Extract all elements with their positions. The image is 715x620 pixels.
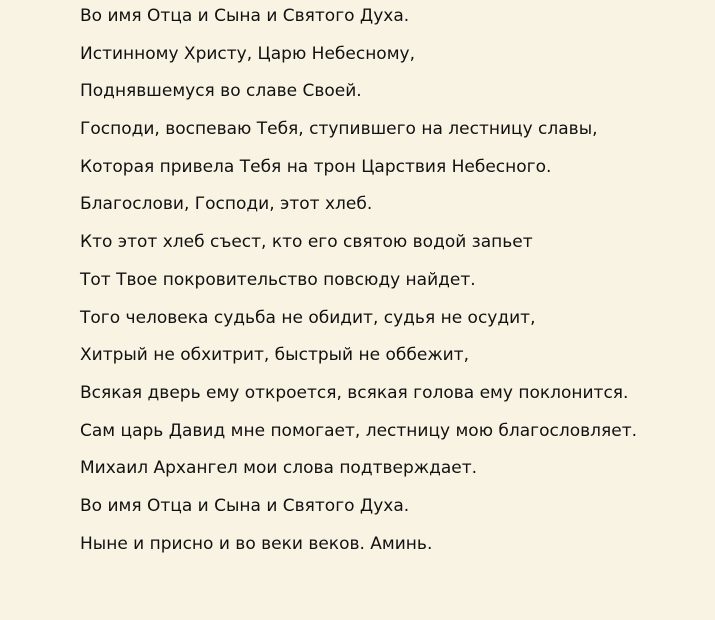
text-line-8: Тот Твое покровительство повсюду найдет. [80, 269, 476, 290]
text-line-11: Всякая дверь ему откроется, всякая голова ему поклонится. [80, 382, 629, 403]
text-line-3: Поднявшемуся во славе Своей. [80, 81, 362, 102]
text-line-4: Господи, воспеваю Тебя, ступившего на лестницу славы, [80, 119, 598, 140]
text-line-5: Которая привела Тебя на трон Царствия Небесного. [80, 156, 552, 177]
text-line-13: Михаил Архангел мои слова подтверждает. [80, 458, 478, 479]
text-line-2: Истинному Христу, Царю Небесному, [80, 43, 415, 64]
text-line-12: Сам царь Давид мне помогает, лестницу мою благословляет. [80, 420, 638, 441]
text-line-9: Того человека судьба не обидит, судья не осудит, [80, 307, 536, 328]
text-line-10: Хитрый не обхитрит, быстрый не оббежит, [80, 345, 469, 366]
text-line-7: Кто этот хлеб съест, кто его святою водой запьет [80, 232, 533, 253]
text-line-6: Благослови, Господи, этот хлеб. [80, 194, 373, 215]
text-line-1: Во имя Отца и Сына и Святого Духа. [80, 6, 410, 26]
text-line-14: Во имя Отца и Сына и Святого Духа. [80, 495, 410, 516]
text-line-15: Ныне и присно и во веки веков. Аминь. [80, 533, 433, 554]
